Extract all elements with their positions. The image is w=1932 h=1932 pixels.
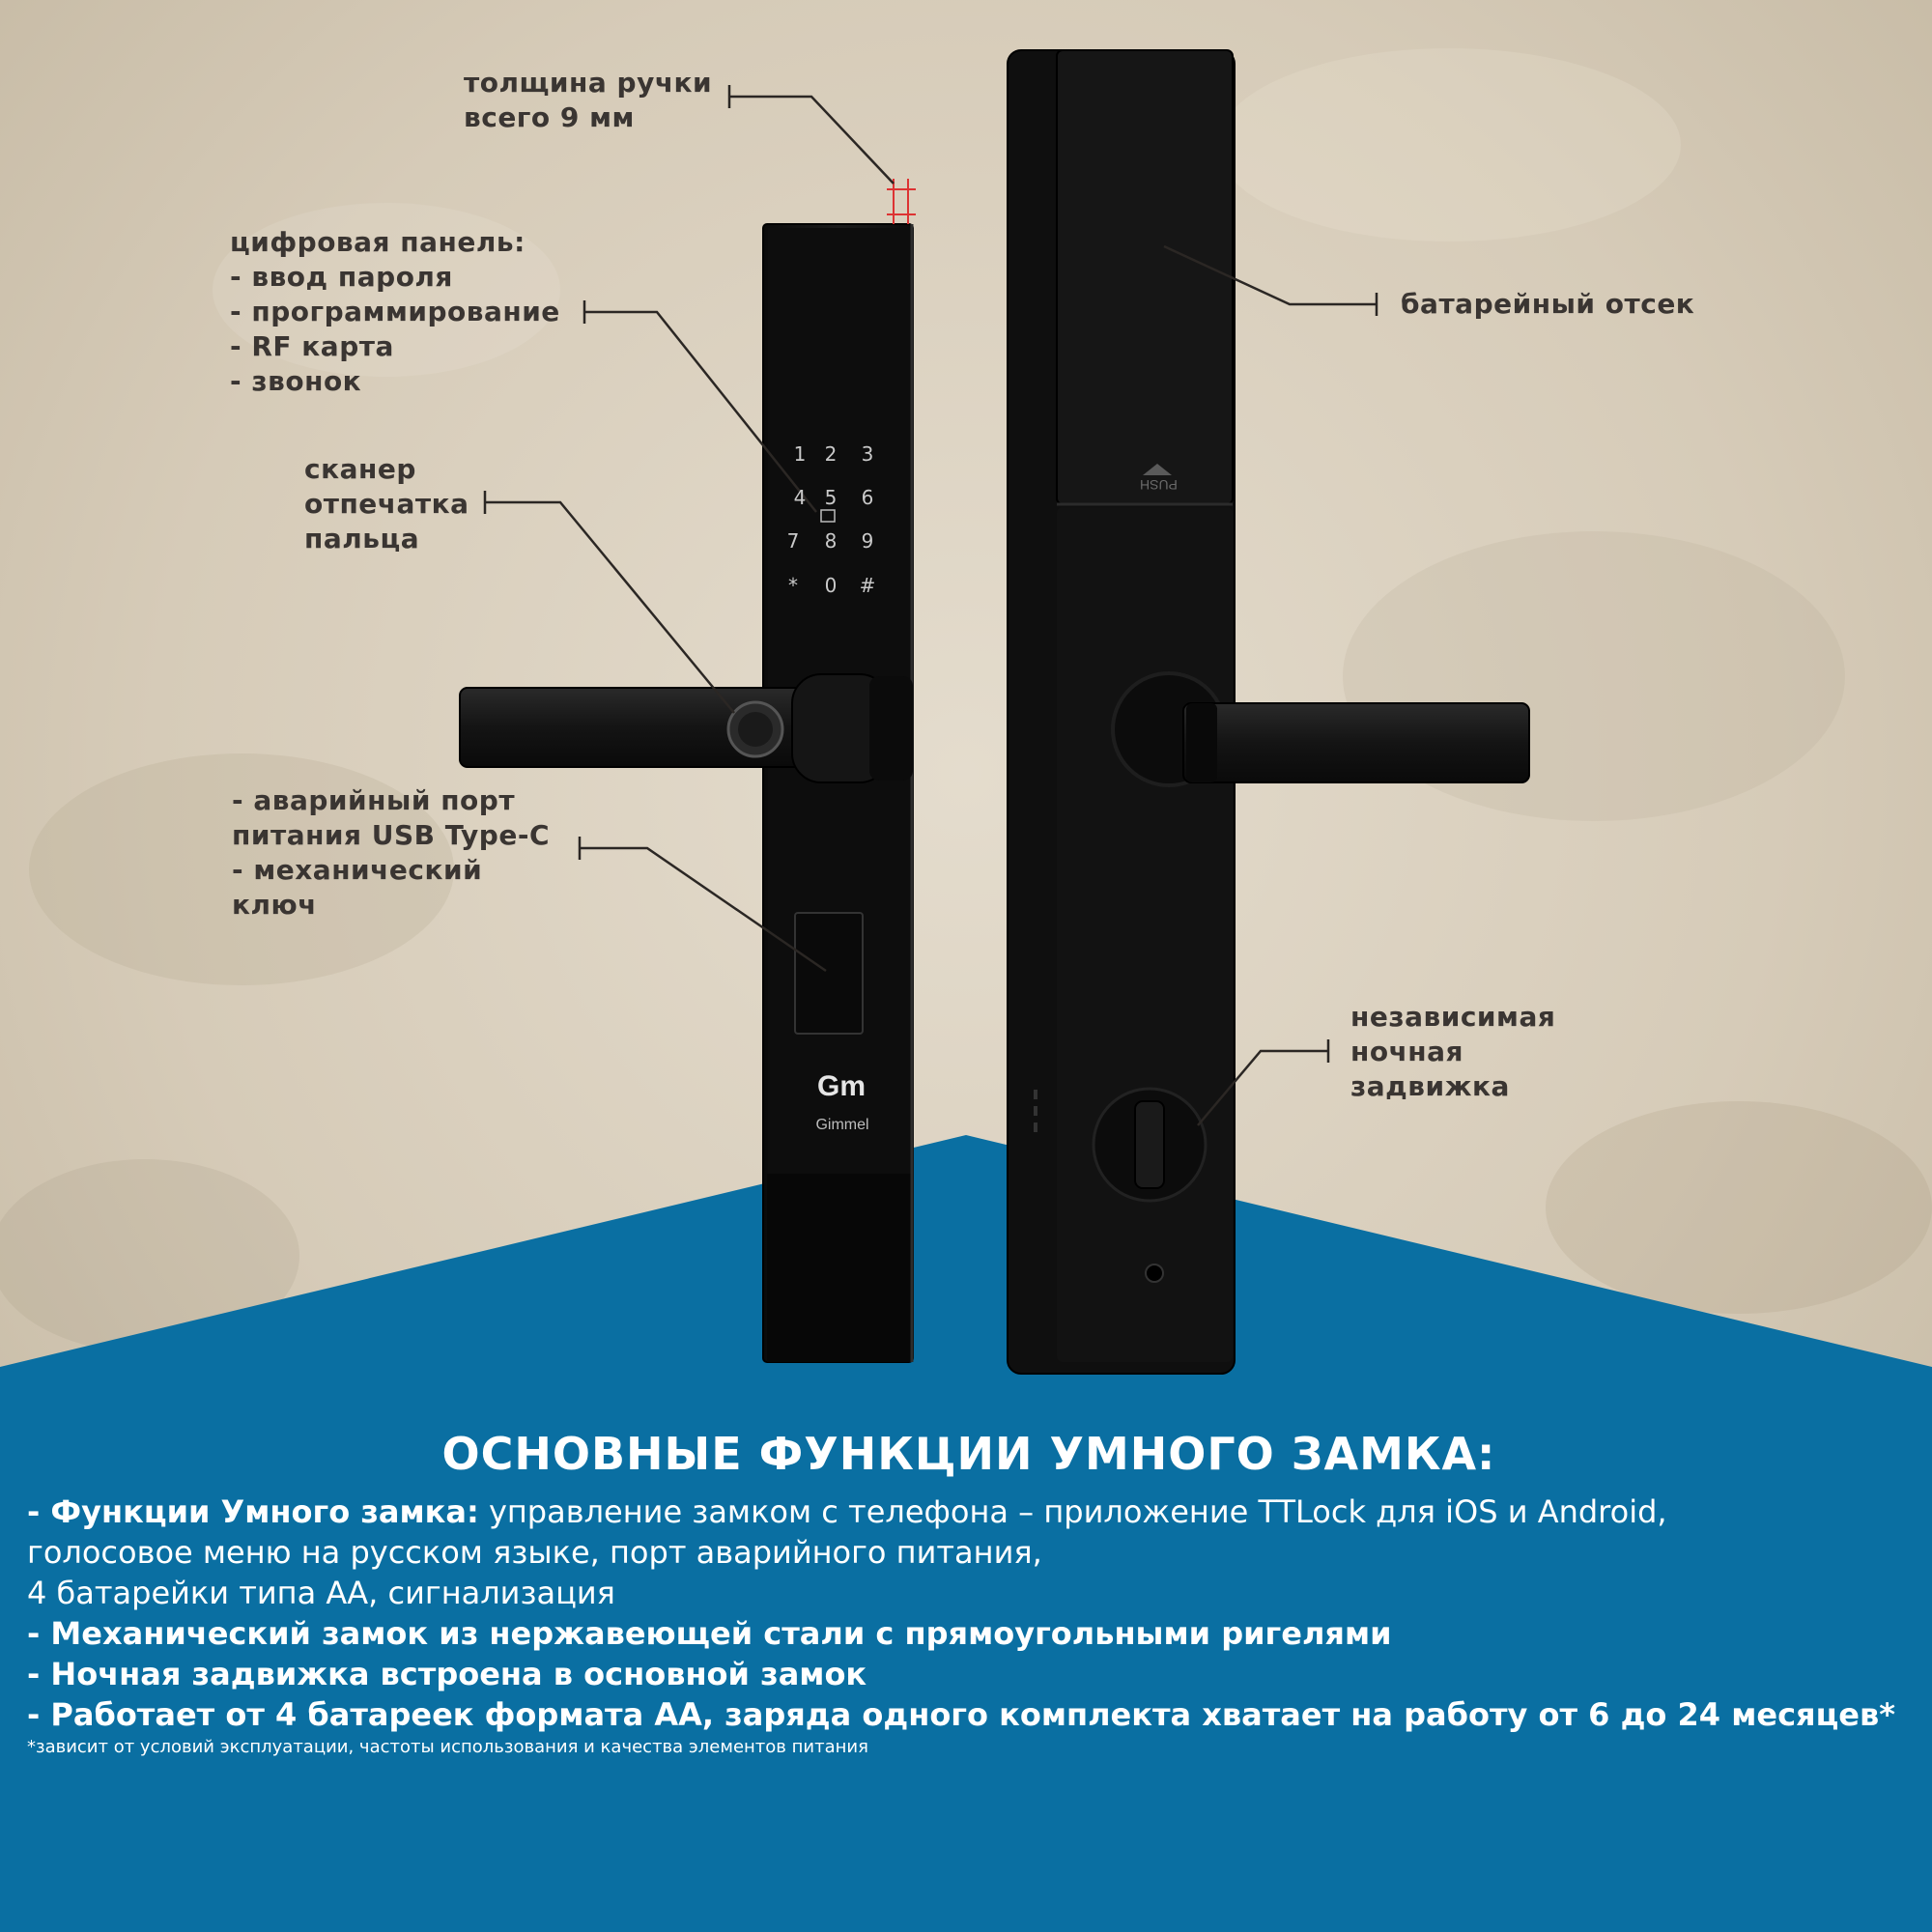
feature-item-night-latch: - Ночная задвижка встроена в основной замок bbox=[27, 1656, 867, 1692]
feature-item-batteries: - Работает от 4 батареек формата АА, заряда одного комплекта хватает на работу от 6 до 24 месяцев* bbox=[27, 1696, 1895, 1733]
brand-logo-icon: Gm bbox=[816, 1070, 866, 1102]
feature-item-smart-cont2: 4 батарейки типа АА, сигнализация bbox=[27, 1575, 615, 1611]
keypad-key-1: 1 bbox=[793, 442, 807, 466]
keypad-key-4: 4 bbox=[793, 486, 807, 509]
callout-digital-panel: цифровая панель: - ввод пароля - программирование - RF карта - звонок bbox=[230, 226, 560, 397]
footnote: *зависит от условий эксплуатации, частоты использования и качества элементов питания bbox=[27, 1737, 868, 1757]
keypad-key-9: 9 bbox=[861, 529, 874, 553]
feature-item-mechanical: - Механический замок из нержавеющей стали с прямоугольными ригелями bbox=[27, 1615, 1392, 1652]
feature-item-smart bbox=[27, 1492, 1911, 1532]
feature-item-smart-cont1: голосовое меню на русском языке, порт аварийного питания, bbox=[27, 1534, 1042, 1571]
keypad-key-0: 0 bbox=[824, 574, 838, 597]
keypad-key-8: 8 bbox=[824, 529, 838, 553]
keypad-key-5: 5 bbox=[824, 486, 838, 509]
keypad-key-hash: # bbox=[859, 574, 876, 597]
callout-fingerprint-scanner: сканер отпечатка пальца bbox=[304, 453, 469, 554]
features-section bbox=[27, 1428, 1911, 1758]
keypad-key-3: 3 bbox=[861, 442, 874, 466]
battery-push-label: PUSH bbox=[1140, 477, 1178, 493]
callout-night-latch: независимая ночная задвижка bbox=[1350, 1001, 1556, 1102]
keypad-key-6: 6 bbox=[861, 486, 874, 509]
keypad-key-star: * bbox=[788, 574, 798, 597]
keypad-key-2: 2 bbox=[824, 442, 838, 466]
callout-usb-port: - аварийный порт питания USB Type-C - механический ключ bbox=[232, 784, 551, 921]
callout-handle-thickness: толщина ручки всего 9 мм bbox=[464, 67, 713, 133]
brand-name: Gimmel bbox=[815, 1117, 869, 1133]
feature-item-smart-text: управление замком с телефона – приложение TTLock для iOS и Android, bbox=[478, 1493, 1667, 1530]
feature-item-smart-title: - Функции Умного замка: bbox=[27, 1493, 479, 1530]
features-heading: ОСНОВНЫЕ ФУНКЦИИ УМНОГО ЗАМКА: bbox=[441, 1428, 1496, 1480]
keypad-key-7: 7 bbox=[786, 529, 800, 553]
callout-battery-compartment: батарейный отсек bbox=[1401, 288, 1695, 320]
